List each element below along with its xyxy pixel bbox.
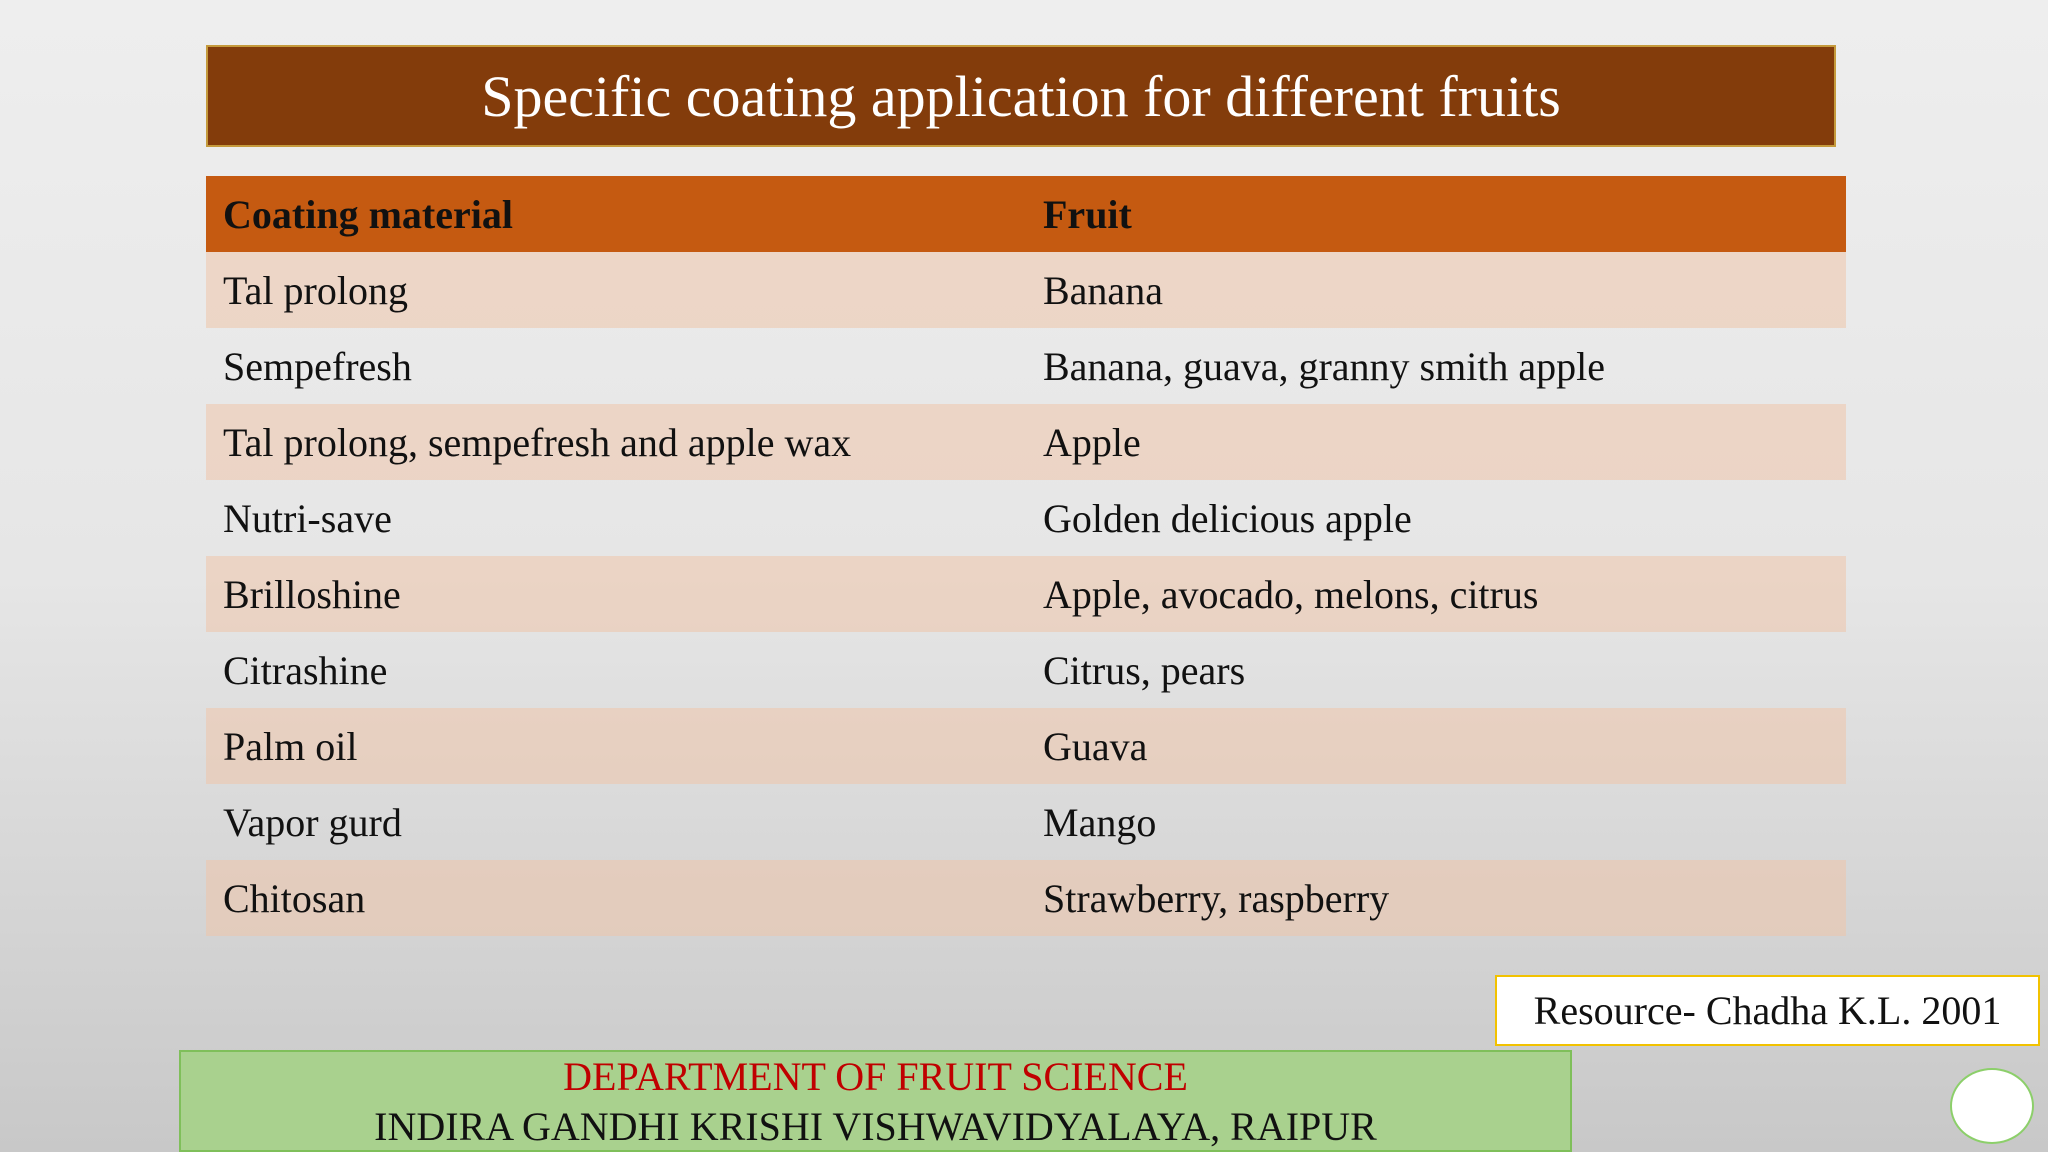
table-row bbox=[206, 480, 1846, 556]
fruit-cell: Guava bbox=[1026, 708, 1846, 784]
table-row bbox=[206, 708, 1846, 784]
coating-material-cell: Citrashine bbox=[223, 647, 388, 693]
fruit-cell: Apple, avocado, melons, citrus bbox=[1026, 556, 1846, 632]
fruit-cell: Apple bbox=[1026, 404, 1846, 480]
footer-banner bbox=[179, 1050, 1572, 1152]
table-row bbox=[206, 632, 1846, 708]
footer-university: INDIRA GANDHI KRISHI VISHWAVIDYALAYA, RAIPUR bbox=[374, 1104, 1377, 1149]
coating-material-cell: Palm oil bbox=[206, 708, 1026, 784]
coating-material-cell: Brilloshine bbox=[206, 556, 1026, 632]
footer-department: DEPARTMENT OF FRUIT SCIENCE bbox=[563, 1054, 1188, 1099]
fruit-cell: Citrus, pears bbox=[1043, 647, 1246, 693]
circle-button[interactable] bbox=[1950, 1068, 2034, 1144]
coating-material-cell: Tal prolong bbox=[206, 252, 1026, 328]
coating-material-cell: Sempefresh bbox=[223, 343, 412, 389]
fruit-cell: Banana bbox=[1026, 252, 1846, 328]
coating-material-cell: Vapor gurd bbox=[223, 799, 402, 845]
slide-title: Specific coating application for different fruits bbox=[206, 45, 1836, 147]
table-row bbox=[206, 404, 1846, 480]
coating-material-cell: Nutri-save bbox=[223, 495, 392, 541]
fruit-cell: Mango bbox=[1043, 799, 1157, 845]
table-row bbox=[206, 252, 1846, 328]
resource-citation: Resource- Chadha K.L. 2001 bbox=[1495, 975, 2040, 1046]
table-row bbox=[206, 328, 1846, 404]
coating-material-cell: Chitosan bbox=[206, 860, 1026, 936]
header-coating-material: Coating material bbox=[206, 176, 1026, 252]
table-row bbox=[206, 556, 1846, 632]
table-row bbox=[206, 784, 1846, 860]
table-header-row bbox=[206, 176, 1846, 252]
coating-material-cell: Tal prolong, sempefresh and apple wax bbox=[206, 404, 1026, 480]
coating-table bbox=[206, 176, 1846, 936]
table-row bbox=[206, 860, 1846, 936]
fruit-cell: Strawberry, raspberry bbox=[1026, 860, 1846, 936]
fruit-cell: Golden delicious apple bbox=[1043, 495, 1412, 541]
fruit-cell: Banana, guava, granny smith apple bbox=[1043, 343, 1606, 389]
header-fruit: Fruit bbox=[1026, 176, 1846, 252]
